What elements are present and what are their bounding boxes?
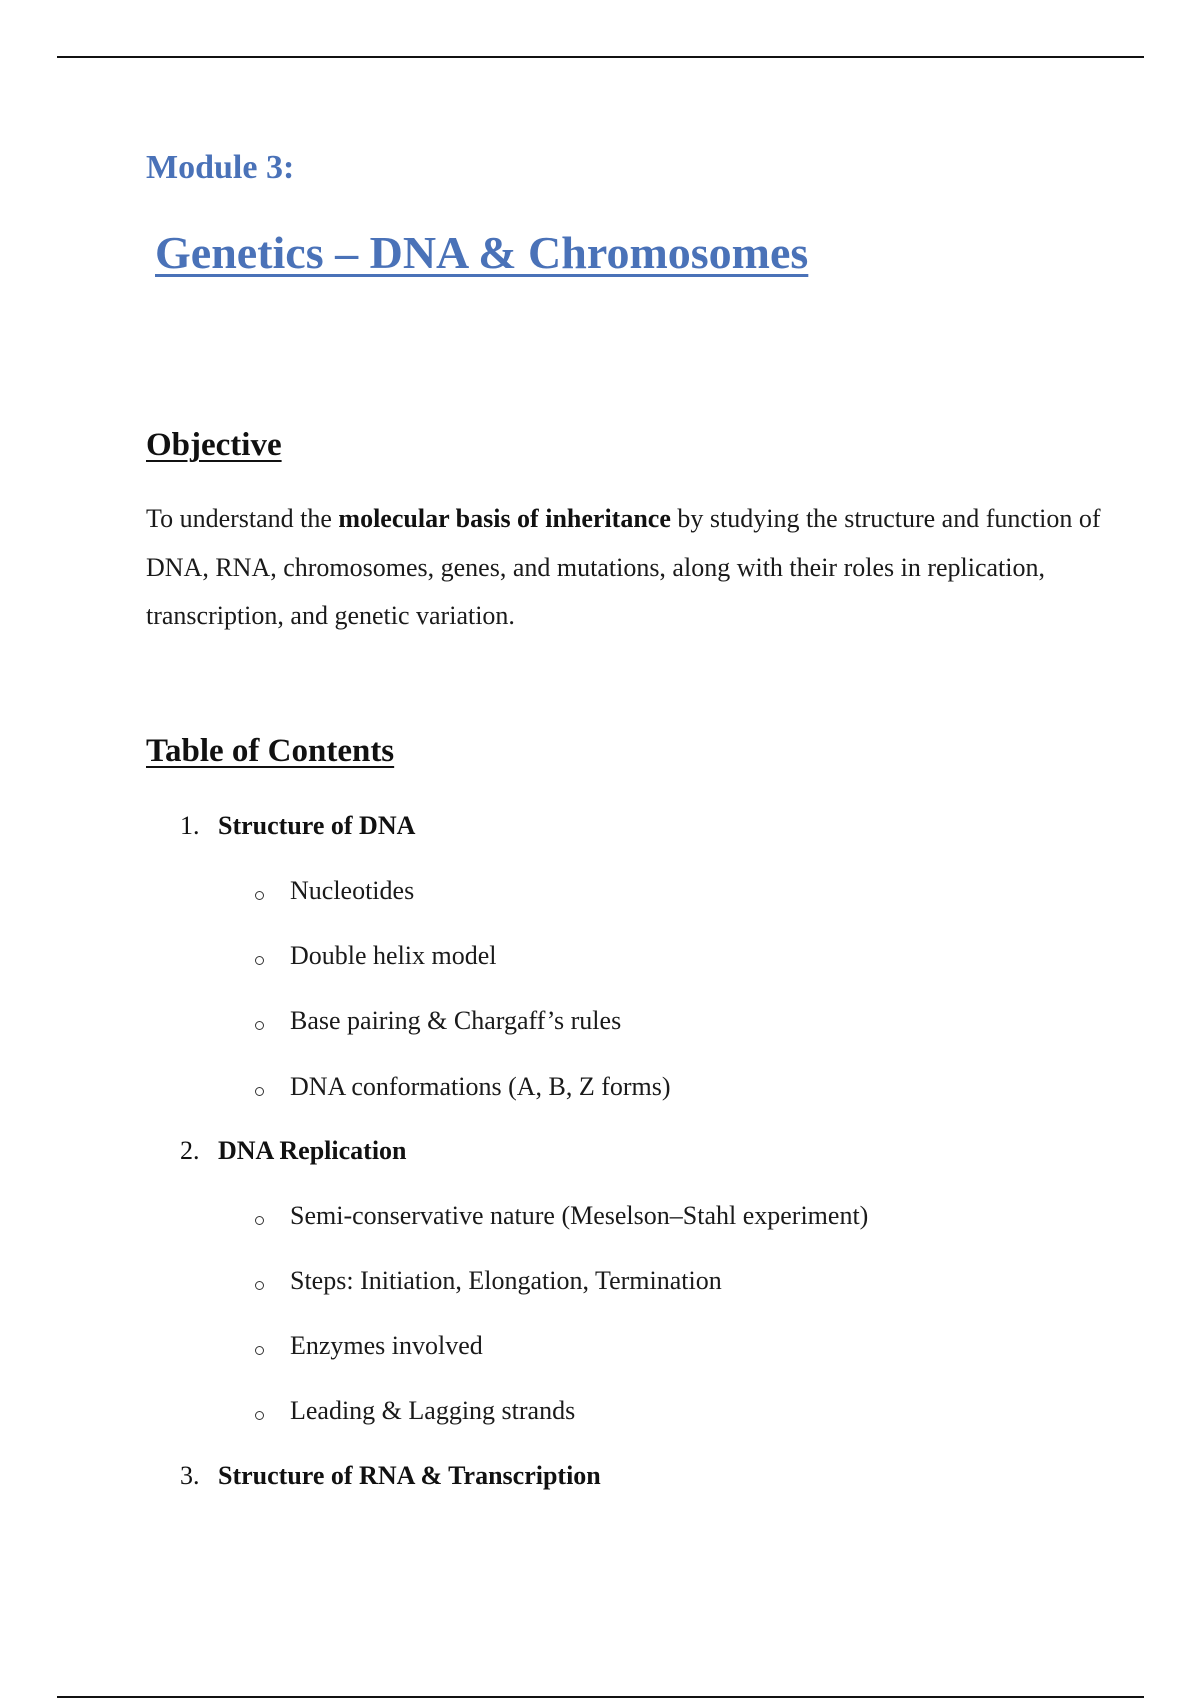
toc-item-title: Structure of RNA & Transcription <box>218 1461 601 1490</box>
page-title: Genetics – DNA & Chromosomes <box>155 227 809 278</box>
toc-item-title: Structure of DNA <box>218 811 416 840</box>
toc-subitem: Leading & Lagging strands <box>290 1396 576 1425</box>
toc-item-number: 3. <box>180 1461 200 1490</box>
objective-text-start: To understand the <box>146 504 339 533</box>
circle-bullet-icon <box>255 1087 264 1096</box>
toc-subitem: DNA conformations (A, B, Z forms) <box>290 1072 671 1101</box>
toc-subitem: Nucleotides <box>290 876 415 905</box>
objective-heading: Objective <box>146 427 282 463</box>
circle-bullet-icon <box>255 1411 264 1420</box>
toc-item-title: DNA Replication <box>218 1136 407 1165</box>
circle-bullet-icon <box>255 1021 264 1030</box>
bottom-rule <box>57 1696 1144 1698</box>
circle-bullet-icon <box>255 1216 264 1225</box>
objective-text-end: by studying the structure and function of DNA, RNA, chromosomes, genes, and mutations, along with their roles in replication, transcription, and genetic variation. <box>146 504 1101 630</box>
toc-item-number: 2. <box>180 1136 200 1165</box>
toc-subitem: Double helix model <box>290 941 497 970</box>
objective-text-bold: molecular basis of inheritance <box>338 504 671 533</box>
circle-bullet-icon <box>255 956 264 965</box>
toc-subitem: Steps: Initiation, Elongation, Termination <box>290 1266 722 1295</box>
toc-heading: Table of Contents <box>146 733 395 769</box>
toc-subitem: Semi-conservative nature (Meselson–Stahl experiment) <box>290 1201 869 1230</box>
circle-bullet-icon <box>255 1346 264 1355</box>
circle-bullet-icon <box>255 1281 264 1290</box>
toc-item-number: 1. <box>180 811 200 840</box>
circle-bullet-icon <box>255 891 264 900</box>
toc-subitem: Base pairing & Chargaff’s rules <box>290 1006 622 1035</box>
toc-subitem: Enzymes involved <box>290 1331 483 1360</box>
module-label: Module 3: <box>146 149 295 186</box>
